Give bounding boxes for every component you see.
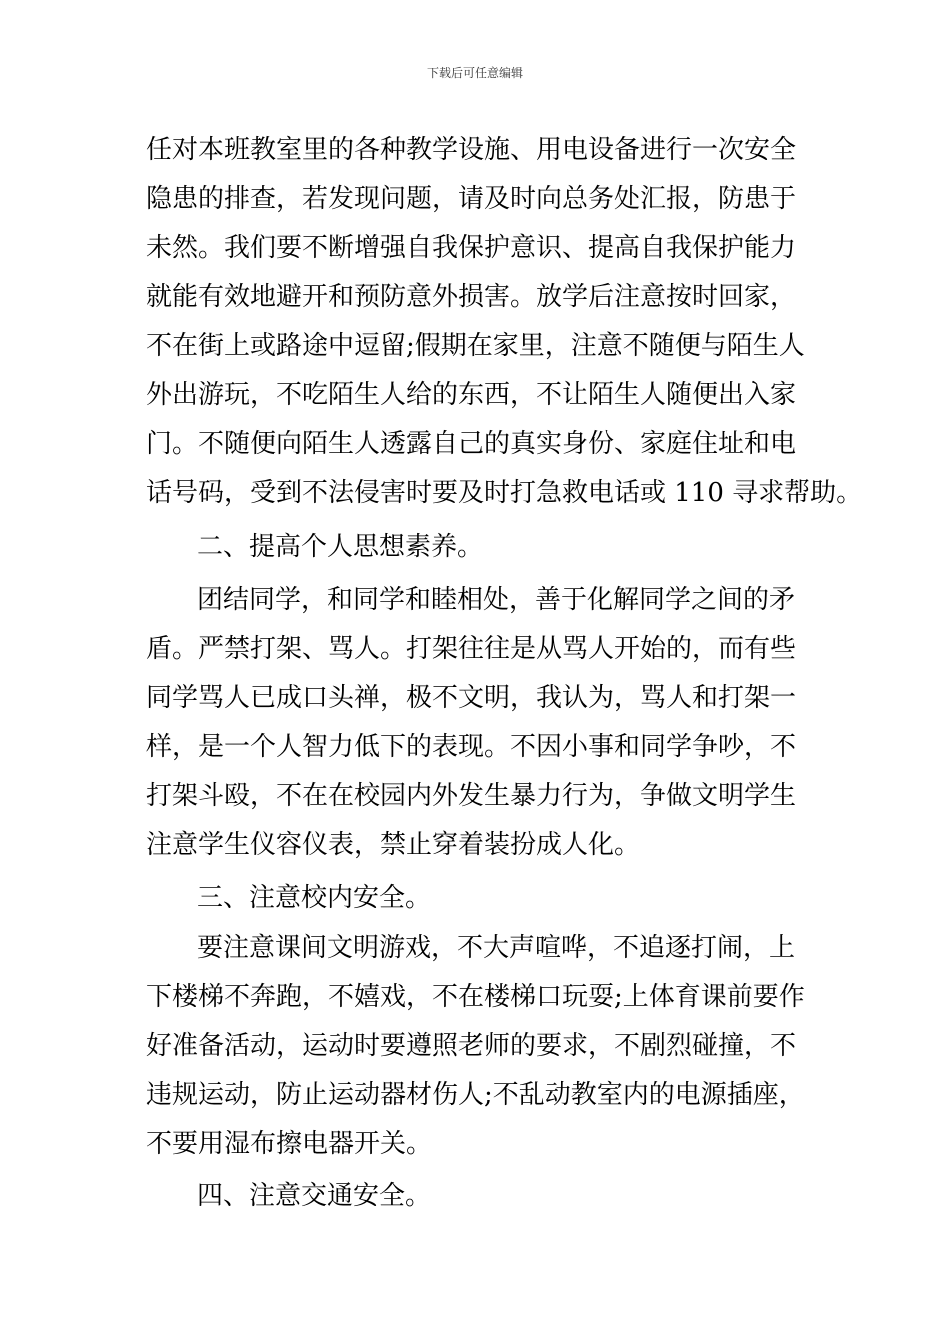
- text-line: 同学骂人已成口头禅，极不文明，我认为，骂人和打架一: [146, 683, 797, 713]
- text-line: 门。不随便向陌生人透露自己的真实身份、家庭住址和电: [146, 429, 797, 459]
- text-line: 话号码，受到不法侵害时要及时打急救电话或 110 寻求帮助。: [146, 478, 863, 508]
- text-line: 不要用湿布擦电器开关。: [146, 1129, 433, 1159]
- text-line: 违规运动，防止运动器材伤人;不乱动教室内的电源插座，: [146, 1080, 805, 1110]
- text-line: 隐患的排查，若发现问题，请及时向总务处汇报，防患于: [146, 184, 797, 214]
- text-line: 下楼梯不奔跑，不嬉戏，不在楼梯口玩耍;上体育课前要作: [146, 982, 805, 1012]
- text-line: 样，是一个人智力低下的表现。不因小事和同学争吵，不: [146, 732, 797, 762]
- text-line: 外出游玩，不吃陌生人给的东西，不让陌生人随便出入家: [146, 380, 797, 410]
- text-line: 打架斗殴，不在在校园内外发生暴力行为，争做文明学生: [146, 781, 797, 811]
- text-line: 注意学生仪容仪表，禁止穿着装扮成人化。: [146, 830, 641, 860]
- page-header: 下载后可任意编辑: [426, 66, 523, 80]
- section-heading: 三、注意校内安全。: [197, 883, 432, 913]
- section-heading: 二、提高个人思想素养。: [197, 532, 484, 562]
- text-line: 团结同学，和同学和睦相处，善于化解同学之间的矛: [197, 585, 796, 615]
- text-line: 好准备活动，运动时要遵照老师的要求，不剧烈碰撞，不: [146, 1031, 797, 1061]
- text-line: 不在街上或路途中逗留;假期在家里，注意不随便与陌生人: [146, 331, 805, 361]
- text-line: 未然。我们要不断增强自我保护意识、提高自我保护能力: [146, 233, 797, 263]
- text-line: 要注意课间文明游戏，不大声喧哗，不追逐打闹，上: [197, 933, 796, 963]
- text-line: 盾。严禁打架、骂人。打架往往是从骂人开始的，而有些: [146, 634, 797, 664]
- text-line: 任对本班教室里的各种教学设施、用电设备进行一次安全: [146, 135, 797, 165]
- text-line: 就能有效地避开和预防意外损害。放学后注意按时回家，: [146, 282, 797, 312]
- section-heading: 四、注意交通安全。: [197, 1181, 432, 1211]
